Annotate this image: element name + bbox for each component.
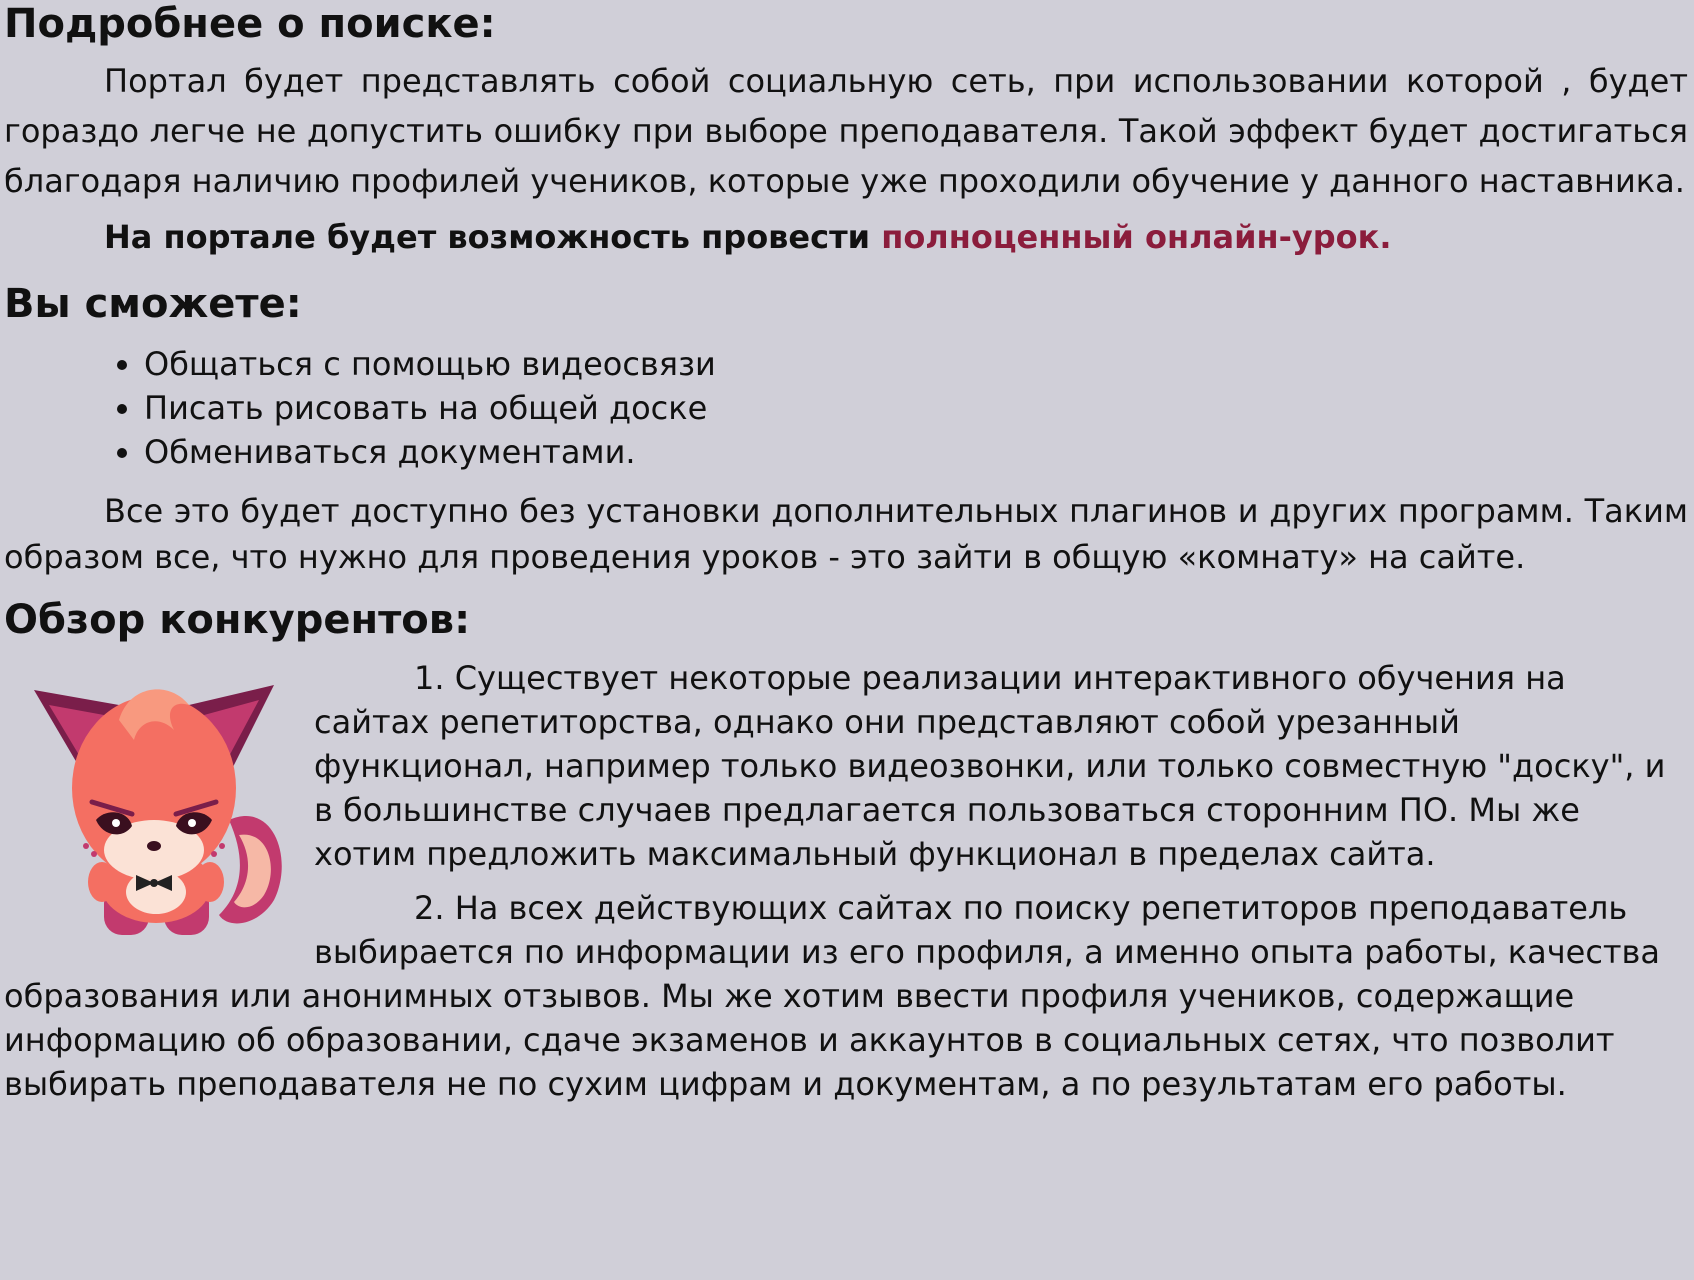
list-item: • Писать рисовать на общей доске — [144, 386, 1688, 430]
no-plugins-paragraph: Все это будет доступно без установки дополнительных плагинов и других программ. Таким образом все, что нужно для проведения уроков - это зайти в общую «комнату» на сайте. — [4, 492, 1688, 576]
features-list — [4, 342, 1688, 474]
list-item: • Общаться с помощью видеосвязи — [144, 342, 1688, 386]
list-item: • Обмениваться документами. — [144, 430, 1688, 474]
section-heading-search: Подробнее о поиске: — [4, 1, 496, 47]
online-lesson-lead — [4, 212, 1688, 262]
competitor-point-1: 1. Существует некоторые реализации интерактивного обучения на сайтах репетиторства, однако они представляют собой урезанный функционал, например только видеозвонки, или только совместную "доску", и в большинстве случаев предлагается пользоваться сторонним ПО. Мы же хотим предложить максимальный функционал в пределах сайта. — [314, 659, 1666, 873]
lead-accent: полноценный онлайн-урок. — [881, 218, 1392, 256]
fox-mascot-icon — [24, 670, 294, 950]
section-heading-can: Вы сможете: — [4, 281, 302, 327]
fox-mascot-illustration — [24, 670, 294, 950]
lead-text: На портале будет возможность провести — [104, 218, 882, 256]
competitors-body — [4, 656, 1688, 1106]
competitor-point-2: 2. На всех действующих сайтах по поиску репетиторов преподаватель выбирается по информации из его профиля, а именно опыта работы, качества образования или анонимных отзывов. Мы же хотим ввести профиля учеников, содержащие информацию об образовании, сдаче экзаменов и аккаунтов в социальных сетях, что позволит выбирать преподавателя не по сухим цифрам и документам, а по результатам его работы. — [4, 889, 1661, 1103]
section-heading-competitors: Обзор конкурентов: — [4, 597, 471, 643]
search-paragraph: Портал будет представлять собой социальную сеть, при использовании которой , будет гораздо легче не допустить ошибку при выборе преподавателя. Такой эффект будет достигаться благодаря наличию профилей учеников, которые уже проходили обучение у данного наставника. — [4, 62, 1688, 200]
